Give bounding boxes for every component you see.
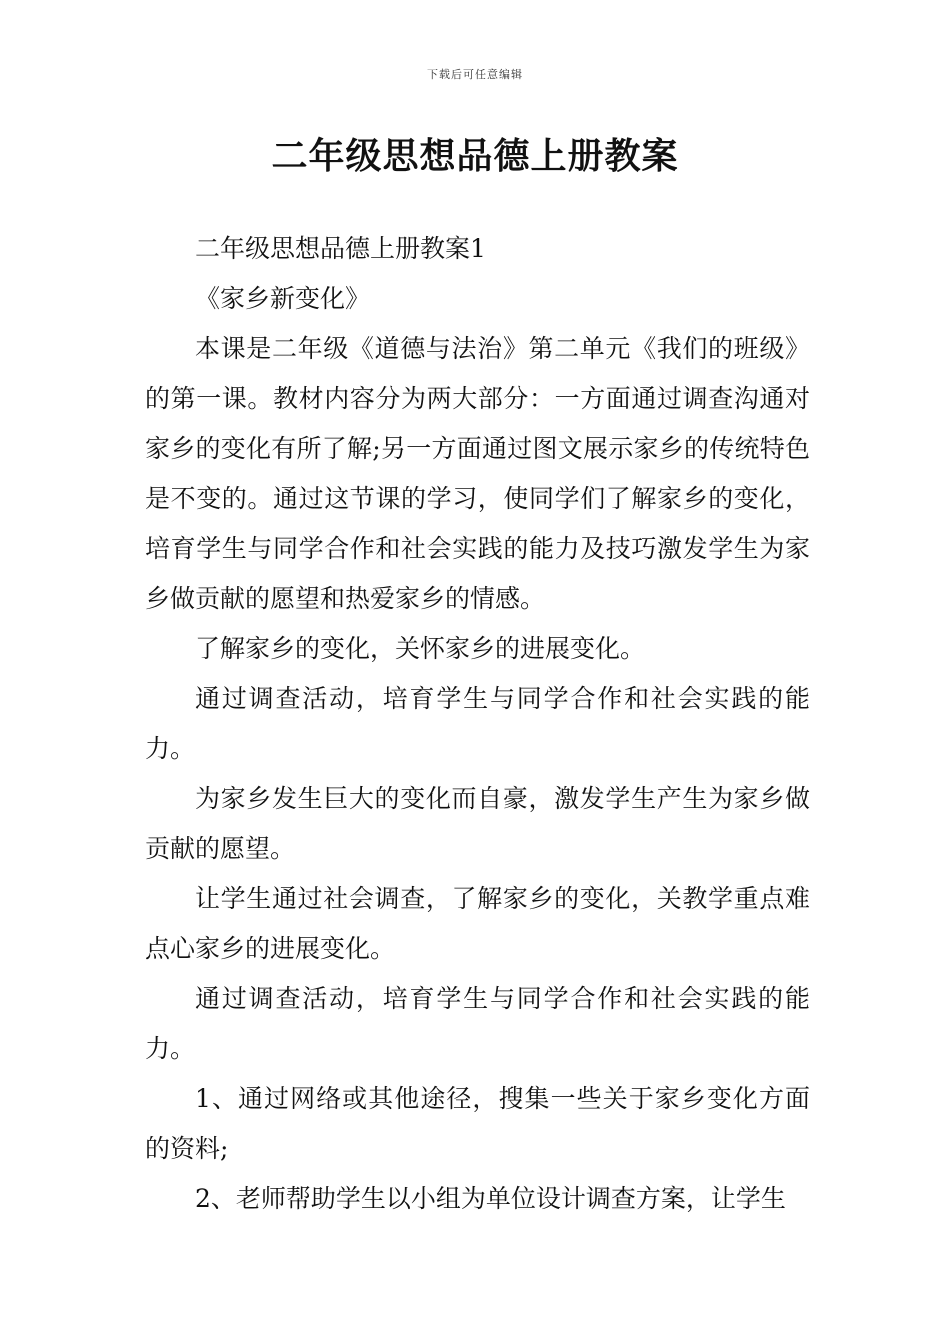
- paragraph: 为家乡发生巨大的变化而自豪，激发学生产生为家乡做贡献的愿望。: [145, 784, 810, 863]
- lesson-title: 《家乡新变化》: [195, 284, 371, 313]
- paragraph: 1、通过网络或其他途径，搜集一些关于家乡变化方面的资料;: [145, 1084, 810, 1163]
- section-heading: 二年级思想品德上册教案1: [195, 234, 486, 263]
- paragraph: 2、老师帮助学生以小组为单位设计调查方案，让学生: [195, 1184, 786, 1213]
- document-body: [145, 224, 810, 1224]
- document-title: 二年级思想品德上册教案: [271, 136, 679, 177]
- paragraph: 通过调查活动，培育学生与同学合作和社会实践的能力。: [145, 684, 810, 763]
- header-note: 下载后可任意编辑: [427, 68, 523, 81]
- paragraph: 本课是二年级《道德与法治》第二单元《我们的班级》的第一课。教材内容分为两大部分：一方面通过调查沟通对家乡的变化有所了解;另一方面通过图文展示家乡的传统特色是不变的。通过这节课的学习，使同学们了解家乡的变化，培育学生与同学合作和社会实践的能力及技巧激发学生为家乡做贡献的愿望和热爱家乡的情感。: [145, 334, 810, 613]
- paragraph: 让学生通过社会调查，了解家乡的变化，关教学重点难点心家乡的进展变化。: [145, 884, 810, 963]
- paragraph: 了解家乡的变化，关怀家乡的进展变化。: [195, 634, 646, 663]
- paragraph: 通过调查活动，培育学生与同学合作和社会实践的能力。: [145, 984, 810, 1063]
